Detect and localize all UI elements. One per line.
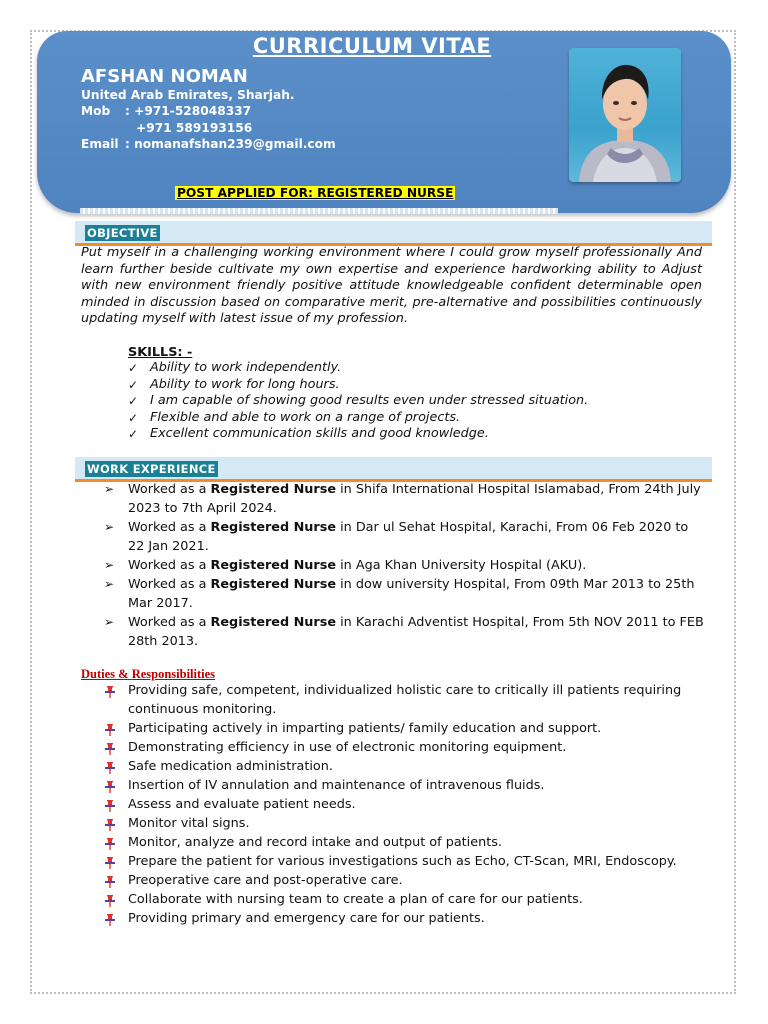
duty-item [104, 871, 704, 890]
header-divider [80, 208, 558, 214]
checkmark-icon: ✓ [128, 394, 139, 409]
page-title: CURRICULUM VITAE [252, 34, 492, 58]
work-role: Registered Nurse [210, 558, 337, 573]
work-details: in Shifa International Hospital Islamabad, From 24th July 2023 to 7th April 2024. [128, 482, 701, 516]
email-line [81, 137, 336, 151]
duties-heading: Duties & Responsibilities [81, 667, 216, 681]
work-role: Registered Nurse [210, 577, 337, 592]
work-item [104, 480, 704, 518]
pushpin-icon [104, 799, 116, 812]
work-item [104, 613, 704, 651]
objective-text: Put myself in a challenging working environment where I could grow myself professionally And learn further beside cultivate my own expertise and experience hardworking ability to Adjust with new environment friendly positive attitude knowledgeable confident determinable open minded in discussion based on comparative merit, pre-alternative and possibilities continuously updating myself with latest issue of my profession. [81, 245, 702, 327]
skills-heading: SKILLS: - [128, 345, 193, 360]
work-details: in dow university Hospital, From 09th Mar 2013 to 25th Mar 2017. [128, 577, 695, 611]
duties-list [104, 681, 704, 928]
duty-text: Providing safe, competent, individualized holistic care to critically ill patients requiring continuous monitoring. [128, 683, 682, 717]
checkmark-icon: ✓ [128, 427, 139, 442]
duty-item [104, 814, 704, 833]
skill-text: Ability to work independently. [150, 360, 342, 375]
profile-photo [569, 48, 681, 182]
skill-item [128, 426, 588, 443]
location: United Arab Emirates, Sharjah. [81, 88, 295, 102]
duty-item [104, 681, 704, 719]
skill-item [128, 377, 588, 394]
pushpin-icon [104, 875, 116, 888]
skill-text: Ability to work for long hours. [150, 376, 340, 392]
arrow-bullet-icon: ➢ [104, 482, 115, 496]
duty-item [104, 909, 704, 928]
work-item [104, 518, 704, 556]
skill-text: Excellent communication skills and good knowledge. [150, 426, 489, 442]
checkmark-icon: ✓ [128, 361, 139, 375]
mobile-label: Mob [81, 104, 111, 118]
duty-text: Assess and evaluate patient needs. [128, 797, 356, 812]
work-role: Registered Nurse [210, 615, 337, 630]
work-prefix: Worked as a [128, 615, 211, 630]
duty-item [104, 852, 704, 871]
email-label: Email [81, 137, 119, 151]
duty-text: Preoperative care and post-operative care. [128, 873, 403, 888]
email-address: : nomanafshan239@gmail.com [125, 137, 336, 151]
pushpin-icon [104, 742, 116, 755]
objective-section-bar [75, 221, 712, 246]
checkmark-icon: ✓ [128, 410, 139, 425]
arrow-bullet-icon: ➢ [104, 577, 115, 591]
arrow-bullet-icon: ➢ [104, 520, 115, 534]
pushpin-icon [104, 894, 116, 907]
skill-item [128, 393, 588, 410]
work-prefix: Worked as a [128, 482, 211, 497]
arrow-bullet-icon: ➢ [104, 558, 115, 572]
mobile-number-2: +971 589193156 [136, 121, 253, 135]
skills-list [128, 360, 588, 443]
skill-text: I am capable of showing good results even under stressed situation. [150, 393, 589, 409]
duty-text: Participating actively in imparting patients/ family education and support. [128, 721, 602, 736]
portrait-illustration [569, 48, 681, 182]
pushpin-icon [104, 780, 116, 793]
work-role: Registered Nurse [210, 520, 337, 535]
work-details: in Karachi Adventist Hospital, From 5th NOV 2011 to FEB 28th 2013. [128, 615, 704, 649]
work-prefix: Worked as a [128, 558, 211, 573]
pushpin-icon [104, 913, 116, 926]
mobile-number-1: : +971-528048337 [125, 104, 252, 118]
pushpin-icon [104, 761, 116, 774]
duty-text: Monitor, analyze and record intake and output of patients. [128, 835, 502, 850]
duty-text: Demonstrating efficiency in use of electronic monitoring equipment. [128, 740, 567, 755]
arrow-bullet-icon: ➢ [104, 615, 115, 629]
pushpin-icon [104, 723, 116, 736]
pushpin-icon [104, 837, 116, 850]
duty-item [104, 890, 704, 909]
duty-item [104, 719, 704, 738]
duty-text: Prepare the patient for various investigations such as Echo, CT-Scan, MRI, Endoscopy. [128, 854, 677, 869]
post-applied-banner: POST APPLIED FOR: REGISTERED NURSE [177, 186, 454, 200]
work-experience-list [104, 480, 704, 651]
duty-item [104, 795, 704, 814]
work-prefix: Worked as a [128, 577, 211, 592]
pushpin-icon [104, 818, 116, 831]
work-item [104, 575, 704, 613]
duty-text: Monitor vital signs. [128, 816, 250, 831]
duty-text: Insertion of IV annulation and maintenance of intravenous fluids. [128, 778, 545, 793]
objective-heading: OBJECTIVE [87, 226, 158, 240]
duty-text: Providing primary and emergency care for our patients. [128, 911, 485, 926]
work-details: in Aga Khan University Hospital (AKU). [336, 558, 587, 573]
work-details: in Dar ul Sehat Hospital, Karachi, From 06 Feb 2020 to 22 Jan 2021. [128, 520, 689, 554]
work-role: Registered Nurse [210, 482, 337, 497]
duty-text: Collaborate with nursing team to create a plan of care for our patients. [128, 892, 583, 907]
skill-text: Flexible and able to work on a range of projects. [150, 409, 461, 425]
work-item [104, 556, 704, 575]
duty-item [104, 833, 704, 852]
checkmark-icon: ✓ [128, 377, 139, 392]
mobile-line-1 [81, 104, 251, 118]
work-prefix: Worked as a [128, 520, 211, 535]
work-experience-heading: WORK EXPERIENCE [87, 462, 216, 476]
pushpin-icon [104, 856, 116, 869]
candidate-name: AFSHAN NOMAN [81, 66, 248, 87]
duty-item [104, 776, 704, 795]
skill-item [128, 410, 588, 427]
duty-item [104, 738, 704, 757]
pushpin-icon [104, 685, 116, 698]
skill-item [128, 360, 588, 377]
duty-item [104, 757, 704, 776]
work-experience-section-bar [75, 457, 712, 482]
duty-text: Safe medication administration. [128, 759, 333, 774]
